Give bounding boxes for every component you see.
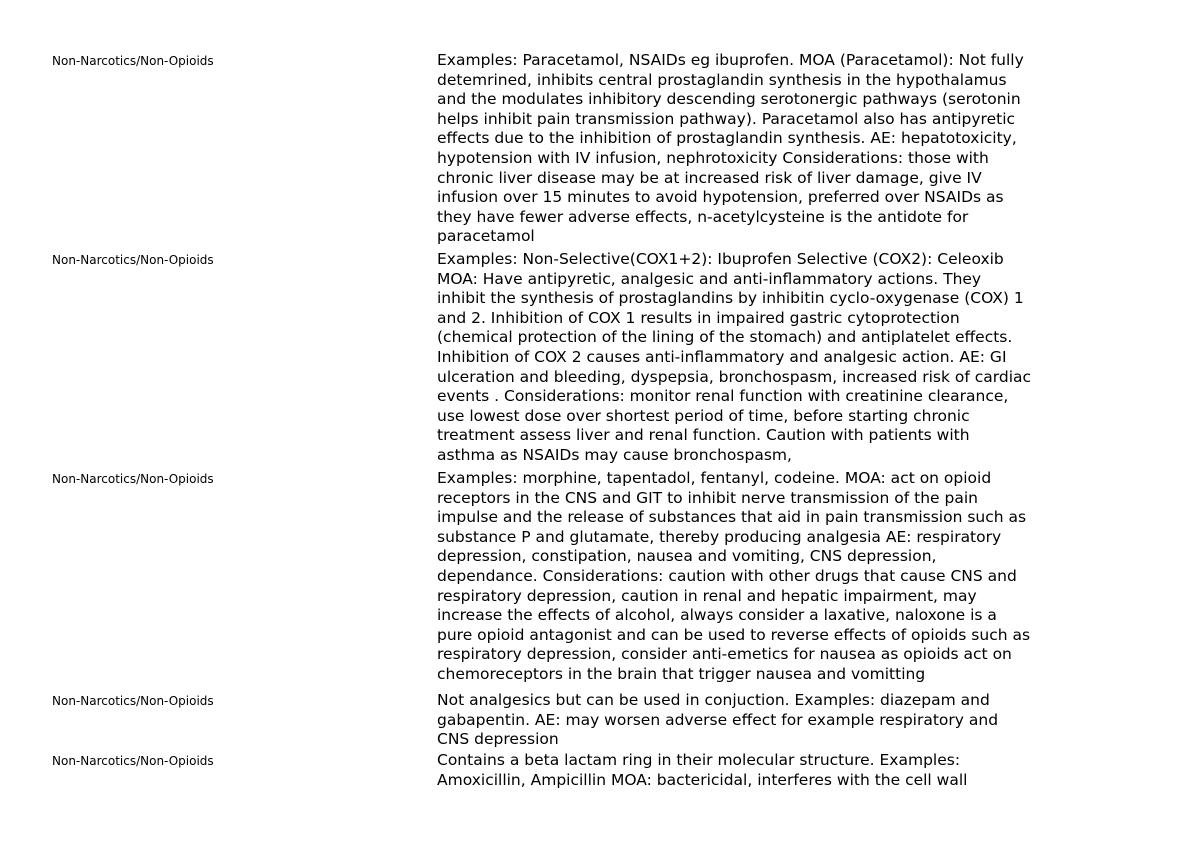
card-definition — [437, 469, 1097, 685]
definition-line: Contains a beta lactam ring in their molecular structure. Examples: — [437, 751, 961, 769]
definition-line: they have fewer adverse effects, n-acetylcysteine is the antidote for — [437, 207, 969, 226]
definition-line: pure opioid antagonist and can be used to reverse effects of opioids such as — [437, 625, 1031, 644]
definition-line: chemoreceptors in the brain that trigger nausea and vomitting — [437, 664, 926, 683]
definition-line: Examples: Paracetamol, NSAIDs eg ibuprofen. MOA (Paracetamol): Not fully — [437, 51, 1024, 69]
card-definition — [437, 691, 1097, 750]
definition-line: and the modulates inhibitory descending serotonergic pathways (serotonin — [437, 90, 1021, 109]
definition-line: ulceration and bleeding, dyspepsia, bronchospasm, increased risk of cardiac — [437, 367, 1032, 386]
card-term: Non-Narcotics/Non-Opioids — [52, 472, 214, 486]
definition-line: helps inhibit pain transmission pathway). Paracetamol also has antipyretic — [437, 109, 1016, 128]
card-definition — [437, 51, 1097, 247]
definition-line: impulse and the release of substances that aid in pain transmission such as — [437, 508, 1027, 527]
card-term: Non-Narcotics/Non-Opioids — [52, 253, 214, 267]
definition-line: paracetamol — [437, 227, 535, 246]
definition-line: Not analgesics but can be used in conjuction. Examples: diazepam and — [437, 691, 990, 709]
definition-line: Inhibition of COX 2 causes anti-inflammatory and analgesic action. AE: GI — [437, 347, 1007, 366]
card-term: Non-Narcotics/Non-Opioids — [52, 754, 214, 768]
definition-line: Amoxicillin, Ampicillin MOA: bactericidal, interferes with the cell wall — [437, 770, 968, 789]
definition-line: detemrined, inhibits central prostaglandin synthesis in the hypothalamus — [437, 70, 1007, 89]
card-definition — [437, 751, 1097, 790]
definition-line: respiratory depression, consider anti-emetics for nausea as opioids act on — [437, 645, 1012, 664]
definition-line: MOA: Have antipyretic, analgesic and anti-inflammatory actions. They — [437, 269, 982, 288]
definition-line: inhibit the synthesis of prostaglandins by inhibitin cyclo-oxygenase (COX) 1 — [437, 289, 1024, 308]
card-definition — [437, 250, 1097, 466]
definition-line: (chemical protection of the lining of the stomach) and antiplatelet effects. — [437, 328, 1013, 347]
definition-line: hypotension with IV infusion, nephrotoxicity Considerations: those with — [437, 148, 989, 167]
definition-line: dependance. Considerations: caution with other drugs that cause CNS and — [437, 566, 1017, 585]
definition-line: substance P and glutamate, thereby producing analgesia AE: respiratory — [437, 527, 1002, 546]
definition-line: Examples: morphine, tapentadol, fentanyl, codeine. MOA: act on opioid — [437, 469, 992, 487]
definition-line: infusion over 15 minutes to avoid hypotension, preferred over NSAIDs as — [437, 188, 1004, 207]
definition-line: CNS depression — [437, 730, 559, 749]
definition-line: chronic liver disease may be at increased risk of liver damage, give IV — [437, 168, 982, 187]
card-term: Non-Narcotics/Non-Opioids — [52, 54, 214, 68]
definition-line: increase the effects of alcohol, always consider a laxative, naloxone is a — [437, 606, 997, 625]
definition-line: and 2. Inhibition of COX 1 results in impaired gastric cytoprotection — [437, 308, 960, 327]
definition-line: use lowest dose over shortest period of time, before starting chronic — [437, 406, 970, 425]
definition-line: receptors in the CNS and GIT to inhibit nerve transmission of the pain — [437, 488, 978, 507]
definition-line: events . Considerations: monitor renal function with creatinine clearance, — [437, 387, 1009, 406]
definition-line: gabapentin. AE: may worsen adverse effect for example respiratory and — [437, 710, 999, 729]
definition-line: treatment assess liver and renal function. Caution with patients with — [437, 426, 970, 445]
definition-line: Examples: Non-Selective(COX1+2): Ibuprofen Selective (COX2): Celeoxib — [437, 250, 1004, 268]
definition-line: respiratory depression, caution in renal and hepatic impairment, may — [437, 586, 977, 605]
definition-line: asthma as NSAIDs may cause bronchospasm, — [437, 445, 792, 464]
card-term: Non-Narcotics/Non-Opioids — [52, 694, 214, 708]
definition-line: depression, constipation, nausea and vomiting, CNS depression, — [437, 547, 937, 566]
definition-line: effects due to the inhibition of prostaglandin synthesis. AE: hepatotoxicity, — [437, 129, 1017, 148]
